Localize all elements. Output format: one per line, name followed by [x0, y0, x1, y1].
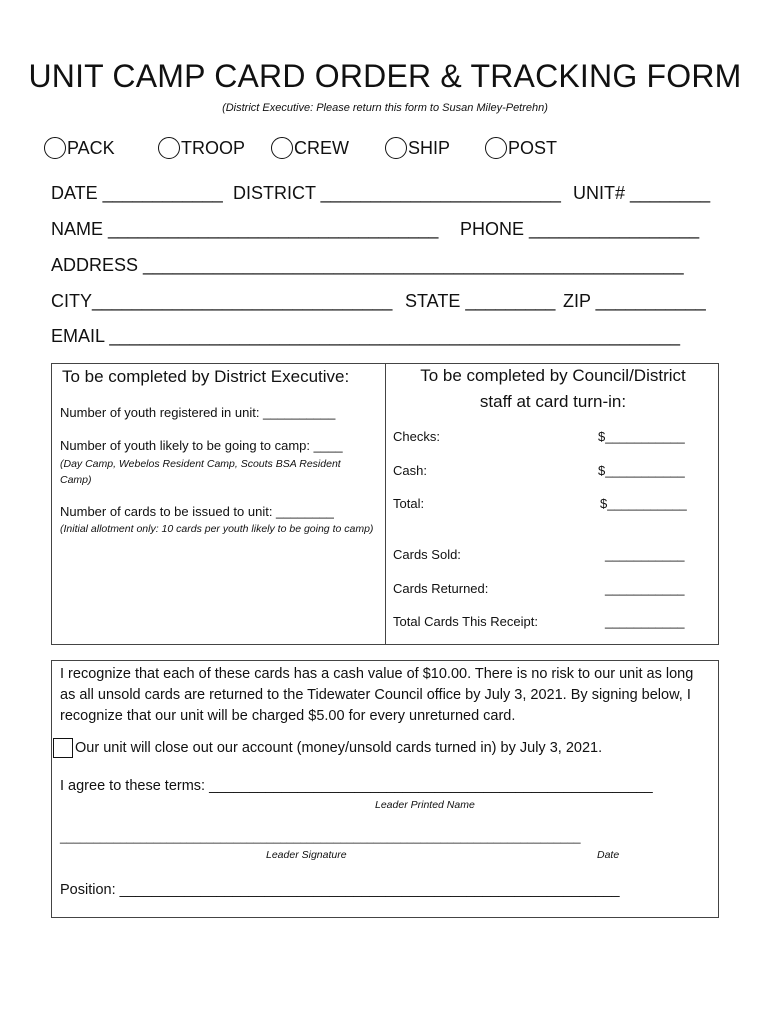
radio-label: SHIP	[408, 137, 451, 158]
closeout-label: Our unit will close out our account (money/unsold cards turned in) by July 3, 2021.	[75, 740, 603, 756]
youth-camp-note: (Day Camp, Webelos Resident Camp, Scouts BSA Resident Camp)	[60, 458, 341, 486]
radio-circle-icon[interactable]	[485, 137, 507, 159]
radio-post[interactable]	[485, 137, 557, 159]
phone-field[interactable]: PHONE _________________	[460, 219, 700, 239]
date-field[interactable]: DATE ____________	[51, 183, 223, 203]
agreement-paragraph: I recognize that each of these cards has a cash value of $10.00. There is no risk to our unit as long as all unsold cards are returned to the Tidewater Council office by July 3, 2021. By signing below, I recognize that our unit will be charged $5.00 for every unreturned card.	[60, 666, 694, 724]
district-field[interactable]: DISTRICT ________________________	[233, 183, 561, 203]
youth-camp-field[interactable]: Number of youth likely to be going to camp: ____	[60, 438, 343, 453]
radio-circle-icon[interactable]	[385, 137, 407, 159]
cash-field[interactable]: $___________	[598, 463, 685, 478]
district-box-heading: To be completed by District Executive:	[62, 367, 350, 386]
cards-returned-field[interactable]: ___________	[605, 581, 685, 596]
checks-label: Checks:	[393, 429, 440, 444]
radio-circle-icon[interactable]	[271, 137, 293, 159]
cards-issued-field[interactable]: Number of cards to be issued to unit: ________	[60, 504, 334, 519]
radio-label: POST	[508, 137, 558, 158]
form-subtitle: (District Executive: Please return this form to Susan Miley-Petrehn)	[222, 102, 548, 114]
cards-sold-field[interactable]: ___________	[605, 547, 685, 562]
cards-returned-label: Cards Returned:	[393, 581, 489, 596]
radio-ship[interactable]	[385, 137, 450, 159]
closeout-checkbox-row[interactable]	[53, 738, 602, 758]
total-cards-label: Total Cards This Receipt:	[393, 614, 538, 629]
radio-label: PACK	[67, 137, 115, 158]
leader-signature-label: Leader Signature	[266, 849, 347, 861]
state-field[interactable]: STATE _________	[405, 291, 556, 311]
form-title: UNIT CAMP CARD ORDER & TRACKING FORM	[28, 58, 742, 94]
position-field[interactable]: Position: ______________________________________________________________	[60, 882, 620, 898]
total-label: Total:	[393, 496, 425, 511]
city-field[interactable]: CITY______________________________	[51, 291, 393, 311]
total-field[interactable]: $___________	[600, 496, 687, 511]
leader-printed-name-label: Leader Printed Name	[375, 799, 475, 811]
council-box-heading-2: staff at card turn-in:	[479, 392, 627, 411]
cards-sold-label: Cards Sold:	[393, 547, 461, 562]
radio-circle-icon[interactable]	[44, 137, 66, 159]
cards-issued-note: (Initial allotment only: 10 cards per youth likely to be going to camp)	[60, 523, 374, 535]
radio-label: CREW	[294, 137, 349, 158]
address-field[interactable]: ADDRESS ______________________________________________________	[51, 255, 684, 275]
signature-field[interactable]: ______________________________________________________________________________	[60, 830, 581, 844]
radio-label: TROOP	[181, 137, 246, 158]
radio-circle-icon[interactable]	[158, 137, 180, 159]
cash-label: Cash:	[393, 463, 427, 478]
email-field[interactable]: EMAIL _________________________________________________________	[51, 326, 680, 346]
council-box-heading-1: To be completed by Council/District	[420, 366, 686, 385]
radio-crew[interactable]	[271, 137, 349, 159]
date-signature-label: Date	[597, 849, 620, 861]
unit-number-field[interactable]: UNIT# ________	[573, 183, 711, 203]
agree-terms-field[interactable]: I agree to these terms: _______________________________________________________	[60, 778, 653, 794]
radio-pack[interactable]	[44, 137, 115, 159]
zip-field[interactable]: ZIP ___________	[563, 291, 706, 311]
checks-field[interactable]: $___________	[598, 429, 685, 444]
total-cards-field[interactable]: ___________	[605, 614, 685, 629]
youth-registered-field[interactable]: Number of youth registered in unit: __________	[60, 405, 336, 420]
closeout-checkbox[interactable]	[53, 738, 73, 758]
unit-type-options	[44, 137, 724, 163]
radio-troop[interactable]	[158, 137, 245, 159]
name-field[interactable]: NAME _________________________________	[51, 219, 439, 239]
